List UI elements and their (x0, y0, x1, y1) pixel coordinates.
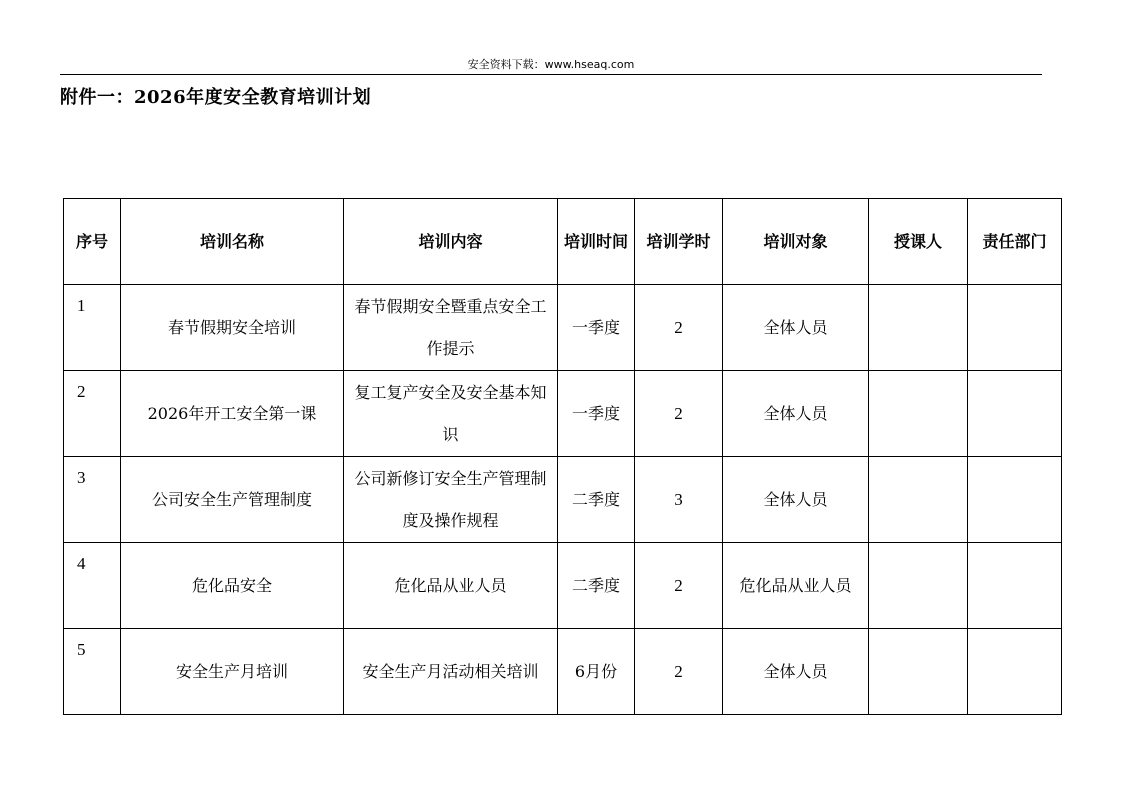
table-row (64, 457, 1062, 543)
cell-hours: 2 (635, 543, 723, 629)
training-plan-table (63, 198, 1062, 715)
table-header-row (64, 199, 1062, 285)
cell-hours: 2 (635, 371, 723, 457)
col-header-dept: 责任部门 (968, 199, 1062, 285)
cell-hours: 2 (635, 285, 723, 371)
cell-name: 2026年开工安全第一课 (121, 371, 344, 457)
cell-time: 一季度 (558, 285, 635, 371)
cell-no: 3 (64, 457, 121, 543)
col-header-hours: 培训学时 (635, 199, 723, 285)
cell-dept (968, 457, 1062, 543)
cell-dept (968, 285, 1062, 371)
cell-target: 全体人员 (723, 285, 869, 371)
col-header-content: 培训内容 (344, 199, 558, 285)
cell-target: 全体人员 (723, 371, 869, 457)
cell-time: 一季度 (558, 371, 635, 457)
cell-lecturer (869, 543, 968, 629)
cell-lecturer (869, 457, 968, 543)
col-header-no: 序号 (64, 199, 121, 285)
cell-name: 危化品安全 (121, 543, 344, 629)
cell-no: 5 (64, 629, 121, 715)
cell-hours: 2 (635, 629, 723, 715)
cell-lecturer (869, 629, 968, 715)
cell-hours: 3 (635, 457, 723, 543)
cell-time: 二季度 (558, 543, 635, 629)
cell-lecturer (869, 285, 968, 371)
cell-name: 春节假期安全培训 (121, 285, 344, 371)
cell-no: 1 (64, 285, 121, 371)
table-row (64, 629, 1062, 715)
cell-target: 危化品从业人员 (723, 543, 869, 629)
cell-lecturer (869, 371, 968, 457)
cell-content: 危化品从业人员 (344, 543, 558, 629)
document-title: 附件一：2026年度安全教育培训计划 (60, 87, 372, 108)
page-header (60, 58, 1042, 75)
header-text: 安全资料下载：www.hseaq.com (467, 58, 635, 71)
cell-time: 二季度 (558, 457, 635, 543)
table-row (64, 543, 1062, 629)
cell-name: 安全生产月培训 (121, 629, 344, 715)
cell-content: 安全生产月活动相关培训 (344, 629, 558, 715)
cell-target: 全体人员 (723, 629, 869, 715)
col-header-time: 培训时间 (558, 199, 635, 285)
cell-target: 全体人员 (723, 457, 869, 543)
cell-name: 公司安全生产管理制度 (121, 457, 344, 543)
col-header-target: 培训对象 (723, 199, 869, 285)
cell-dept (968, 543, 1062, 629)
table-row (64, 285, 1062, 371)
cell-time: 6月份 (558, 629, 635, 715)
cell-dept (968, 371, 1062, 457)
cell-content: 公司新修订安全生产管理制度及操作规程 (344, 457, 558, 543)
table-row (64, 371, 1062, 457)
col-header-name: 培训名称 (121, 199, 344, 285)
cell-no: 4 (64, 543, 121, 629)
col-header-lecturer: 授课人 (869, 199, 968, 285)
cell-content: 复工复产安全及安全基本知识 (344, 371, 558, 457)
cell-dept (968, 629, 1062, 715)
cell-no: 2 (64, 371, 121, 457)
cell-content: 春节假期安全暨重点安全工作提示 (344, 285, 558, 371)
